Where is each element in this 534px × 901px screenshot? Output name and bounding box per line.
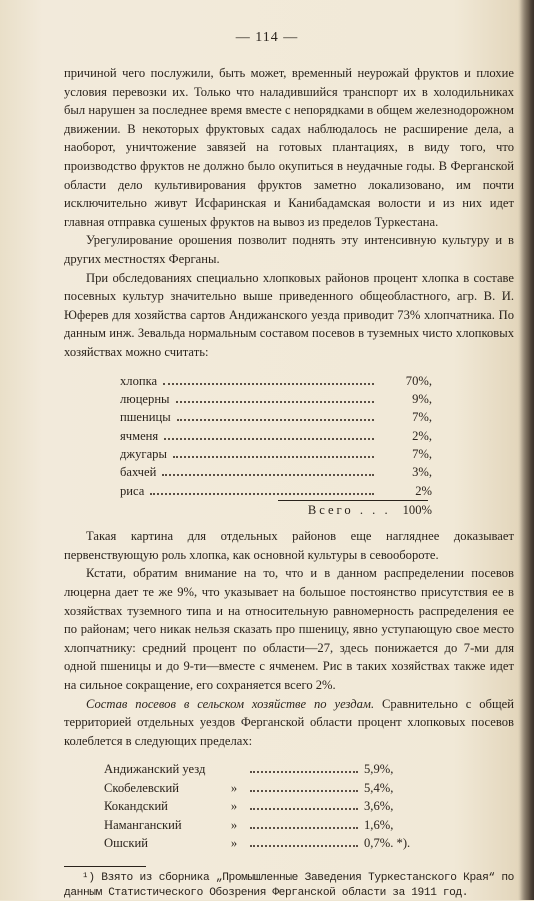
crop-row: [120, 372, 432, 390]
crop-row-label: джугары: [120, 447, 167, 462]
crop-row-value: 7%,: [412, 410, 432, 425]
crop-row-label: люцерны: [120, 391, 170, 406]
paragraph-lucerne: Кстати, обратим внимание на то, что и в данном распределении посевов люцерна дает те же 9%, что указывает на большое постоянство присутствия ее в хозяйствах туземного типа и на относительную равномерность распределения ее по районам; чего никак нельзя сказать про пшеницу, явно уступающую свое место хлопчатнику: средний процент по области—27, здесь понижается до 7-ми для одной пшеницы и до 9-ти—вместе с ячменем. Рис в таких хозяйствах также идет на сильное сокращение, его сохраняется всего 2%.: [64, 566, 514, 692]
district-row-label: Кокандский: [104, 799, 168, 814]
district-row: [104, 816, 434, 834]
section-heading: Состав посевов в сельском хозяйстве по уездам.: [86, 696, 375, 711]
crop-row-value: 3%,: [412, 465, 432, 480]
section-text: Сравнительно с общей территорией отдельных уездов Ферганской области процент хлопковых посевов колеблется в следующих пределах:: [64, 696, 514, 748]
district-table: [104, 760, 434, 852]
dot-leader: [250, 771, 358, 773]
district-row-value: 5,4%,: [364, 780, 394, 795]
crop-row-value: 9%,: [412, 391, 432, 406]
total-value: 100%: [402, 503, 432, 518]
crop-row-label: ячменя: [120, 428, 159, 443]
footnote: ¹) Взято из сборника „Промышленные Заведения Туркестанского Края“ по данным Статистического Обозрения Ферганской области за 1911 год.: [64, 872, 514, 899]
crop-composition-table: [64, 372, 514, 520]
paragraph-districts-intro: [64, 695, 514, 751]
district-row: [104, 760, 434, 778]
crop-row: [120, 408, 432, 426]
district-row-ditto: »: [230, 835, 238, 850]
district-row-value: 5,9%,: [364, 762, 394, 777]
district-row-label: Наманганский: [104, 817, 182, 832]
crop-row-label: риса: [120, 483, 145, 498]
total-label: Всего . . .: [307, 503, 391, 518]
crop-row: [120, 427, 432, 445]
page-number: — 114 —: [235, 30, 299, 45]
page-body: [64, 64, 514, 901]
crop-total-row: [120, 501, 432, 519]
dot-leader: [163, 383, 374, 385]
crop-row: [120, 482, 432, 500]
dot-leader: [250, 845, 358, 847]
dot-leader: [250, 808, 358, 810]
crop-row: [120, 390, 432, 408]
page-binding-shadow: [520, 0, 534, 900]
dot-leader: [150, 493, 374, 495]
crop-row-value: 7%,: [412, 447, 432, 462]
paragraph-irrigation: Урегулирование орошения позволит поднять эту интенсивную культуру и в других местностях Ферганы.: [64, 233, 514, 266]
paragraph-cotton-share: При обследованиях специально хлопковых районов процент хлопка в составе посевных культур значительно выше приведенного общеобластного, агр. В. И. Юферев для хозяйства сартов Андижанского уезда приводит 73% хлопчатника. По данным инж. Зевальда нормальным составом посевов в туземных чисто хлопковых хозяйствах можно считать:: [64, 270, 514, 359]
crop-row-value: 2%,: [412, 428, 432, 443]
dot-leader: [162, 474, 374, 476]
crop-row: [120, 445, 432, 463]
district-row-label: Ошский: [104, 835, 148, 850]
district-row: [104, 797, 434, 815]
district-row: [104, 834, 434, 852]
district-row-label: Андижанский уезд: [104, 762, 206, 777]
dot-leader: [173, 456, 374, 458]
crop-row-label: пшеницы: [120, 410, 171, 425]
district-row-label: Скобелевский: [104, 780, 179, 795]
district-row-ditto: »: [230, 780, 238, 795]
crop-row-label: хлопка: [120, 373, 158, 388]
dot-leader: [164, 438, 374, 440]
district-row-value: 1,6%,: [364, 817, 394, 832]
dot-leader: [250, 790, 358, 792]
dot-leader: [176, 401, 374, 403]
crop-row-value: 2%: [415, 483, 432, 498]
paragraph-fruit: причиной чего послужили, быть может, временный неурожай фруктов и плохие условия перевозки их. Только что наладившийся транспорт их в холодильниках был нарушен за последнее время вместе с непорядками в общем железнодорожном движении. В некоторых фруктовых садах наблюдалось не расширение дела, а наоборот, уничтожение завязей на готовых плантациях, в виду того, что производство фруктов не должно было окупиться в неудачные годы. В Ферганской области дело культивирования фруктов заметно локализовано, им почти исключительно живут Исфаринская и Канибадамская волости и из них идет главная отправка сушеных фруктов на вывоз из пределов Туркестана.: [64, 66, 514, 229]
district-row-ditto: »: [230, 817, 238, 832]
dot-leader: [250, 827, 358, 829]
dot-leader: [177, 419, 374, 421]
crop-row-label: бахчей: [120, 465, 157, 480]
district-row-value: 0,7%. *).: [364, 835, 411, 850]
crop-row: [120, 463, 432, 481]
district-row: [104, 779, 434, 797]
paragraph-cotton-role: Такая картина для отдельных районов еще нагляднее доказывает первенствующую роль хлопка, как основной культуры в севообороте.: [64, 529, 514, 562]
district-row-ditto: »: [230, 799, 238, 814]
footnote-rule: [64, 866, 146, 867]
district-row-value: 3,6%,: [364, 799, 394, 814]
crop-row-value: 70%,: [405, 373, 432, 388]
